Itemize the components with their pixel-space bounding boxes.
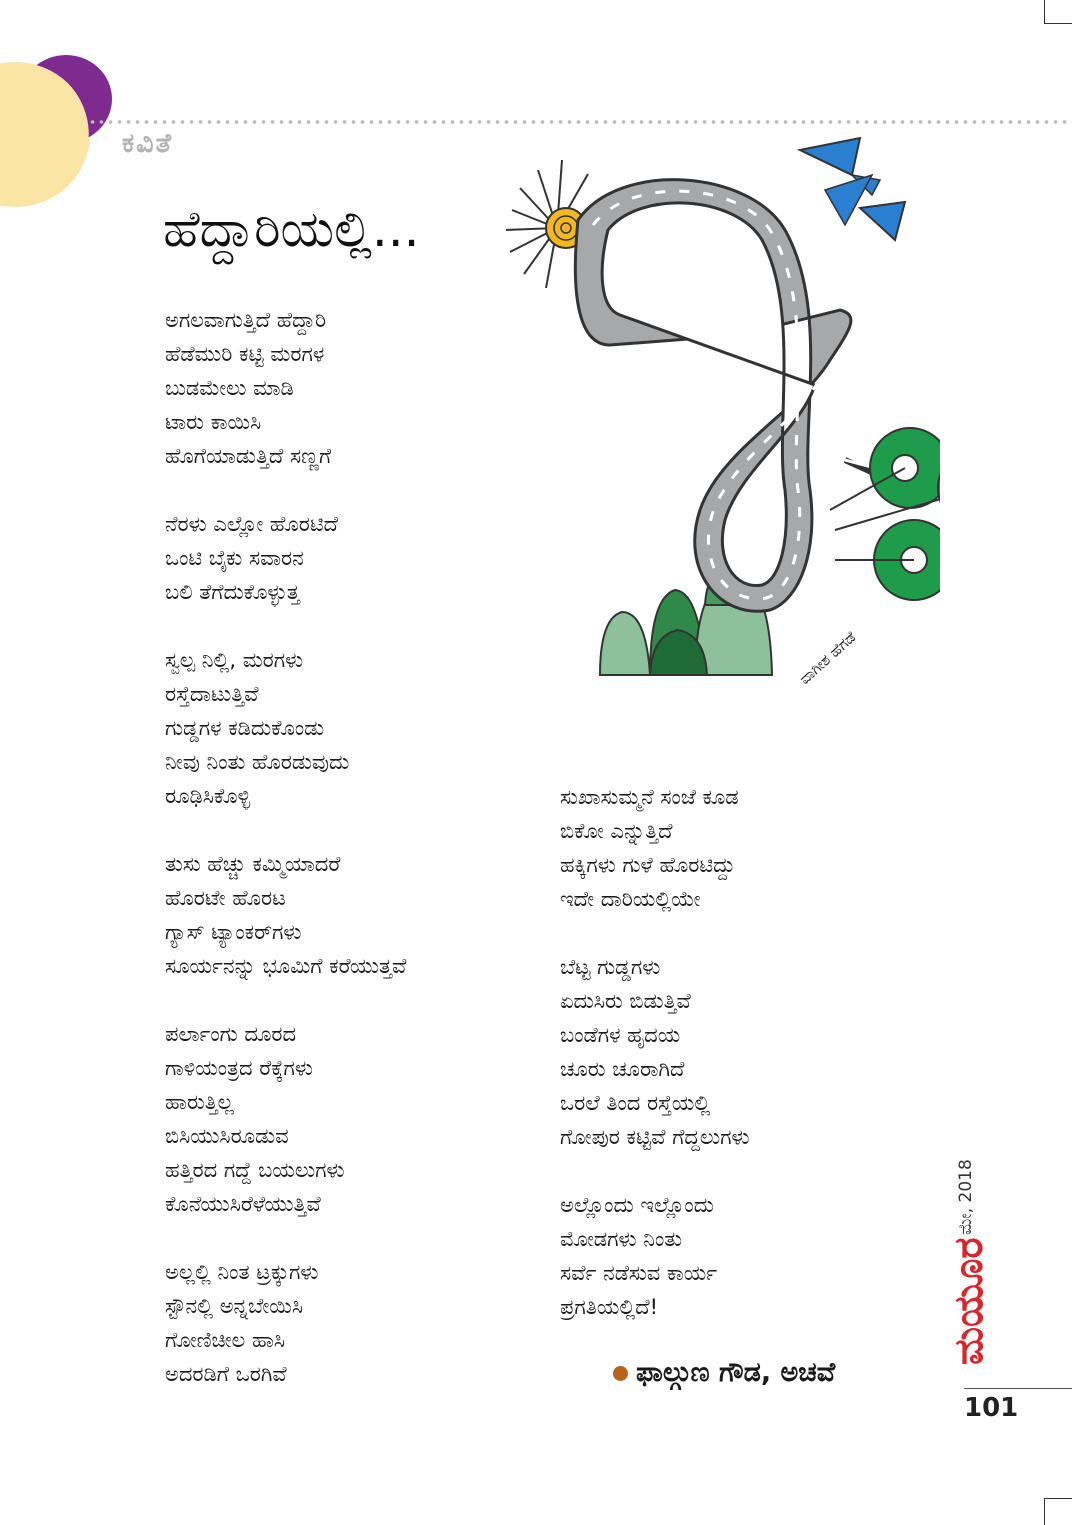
poem-stanza <box>165 847 545 983</box>
poem-line: ಬಂಡೆಗಳ ಹೃದಯ <box>560 1023 681 1047</box>
poem-right-column <box>560 780 940 1358</box>
road-illustration <box>500 130 940 700</box>
crop-mark-bottom-v <box>1044 1498 1045 1525</box>
author-name: ಫಾಲ್ಗುಣ ಗೌಡ, ಅಚವೆ <box>636 1357 836 1388</box>
crop-mark-bottom-h <box>1044 1498 1072 1499</box>
poem-line: ಕೊನೆಯುಸಿರೆಳೆಯುತ್ತಿವೆ <box>165 1192 321 1216</box>
page-number: 101 <box>964 1393 1019 1423</box>
poem-line: ಪ್ರಗತಿಯಲ್ಲಿದೆ! <box>560 1295 659 1319</box>
poem-line: ಗೋಪುರ ಕಟ್ಟಿವೆ ಗೆದ್ದಲುಗಳು <box>560 1125 750 1149</box>
poem-line: ತುಸು ಹೆಚ್ಚು ಕಮ್ಮಿಯಾದರೆ <box>165 852 341 876</box>
poem-line: ಗಾಳಿಯಂತ್ರದ ರೆಕ್ಕೆಗಳು <box>165 1056 313 1080</box>
poem-left-column <box>165 303 545 1425</box>
poem-line: ಗ್ಯಾಸ್ ಟ್ಯಾಂಕರ್‌ಗಳು <box>165 920 302 944</box>
poem-stanza <box>165 643 545 813</box>
poem-stanza <box>165 1017 545 1221</box>
poem-line: ಏದುಸಿರು ಬಿಡುತ್ತಿವೆ <box>560 989 691 1013</box>
poem-line: ರೂಢಿಸಿಕೊಳ್ಳಿ <box>165 784 251 808</box>
poem-line: ಸರ್ವೆ ನಡೆಸುವ ಕಾರ್ಯ <box>560 1261 718 1285</box>
poem-line: ಚೂರು ಚೂರಾಗಿದೆ <box>560 1057 685 1081</box>
trees <box>830 428 940 600</box>
poem-line: ಹೊಗೆಯಾಡುತ್ತಿದೆ ಸಣ್ಣಗೆ <box>165 444 332 468</box>
poem-stanza <box>165 1255 545 1391</box>
poem-line: ಸುಖಾಸುಮ್ಮನೆ ಸಂಜೆ ಕೂಡ <box>560 785 739 809</box>
poem-line: ಸ್ಟೌನಲ್ಲಿ ಅನ್ನಬೇಯಿಸಿ <box>165 1294 303 1318</box>
poem-line: ಬೆಟ್ಟ ಗುಡ್ಡಗಳು <box>560 955 661 979</box>
poem-line: ರಸ್ತೆದಾಟುತ್ತಿವೆ <box>165 682 259 706</box>
poem-line: ಅಲ್ಲೊಂದು ಇಲ್ಲೊಂದು <box>560 1193 714 1217</box>
poem-stanza <box>165 507 545 609</box>
poem-line: ನೆರಳು ಎಲ್ಲೋ ಹೊರಟಿದೆ <box>165 512 338 536</box>
poem-line: ಬಿಸಿಯುಸಿರೂಡುವ <box>165 1124 289 1148</box>
poem-line: ಅದರಡಿಗೆ ಒರಗಿವೆ <box>165 1362 287 1386</box>
author-credit <box>613 1357 835 1389</box>
poem-line: ಸೂರ್ಯನನ್ನು ಭೂಮಿಗೆ ಕರೆಯುತ್ತವೆ <box>165 954 407 978</box>
poem-line: ಬಿಕೋ ಎನ್ನುತ್ತಿದೆ <box>560 819 673 843</box>
crop-mark-top-v <box>1044 0 1045 24</box>
poem-line: ಇದೇ ದಾರಿಯಲ್ಲಿಯೇ <box>560 887 701 911</box>
poem-line: ಮೋಡಗಳು ನಿಂತು <box>560 1227 683 1251</box>
poem-line: ಹೊರಟೇ ಹೊರಟ <box>165 886 286 910</box>
poem-title: ಹೆದ್ದಾರಿಯಲ್ಲಿ... <box>163 200 420 258</box>
magazine-name: ಮಯೂರ <box>946 1237 992 1365</box>
poem-line: ಹಕ್ಕಿಗಳು ಗುಳೆ ಹೊರಟಿದ್ದು <box>560 853 736 877</box>
poem-line: ಹಾರುತ್ತಿಲ್ಲ <box>165 1090 234 1114</box>
poem-line: ಸ್ವಲ್ಪ ನಿಲ್ಲಿ, ಮರಗಳು <box>165 648 304 672</box>
poem-line: ಅಗಲವಾಗುತ್ತಿದೆ ಹೆದ್ದಾರಿ <box>165 308 327 332</box>
poem-line: ಗೋಣಿಚೀಲ ಹಾಸಿ <box>165 1328 286 1352</box>
dotted-header-rule <box>88 119 1072 125</box>
poem-line: ಹತ್ತಿರದ ಗದ್ದೆ ಬಯಲುಗಳು <box>165 1158 345 1182</box>
poem-line: ಬುಡಮೇಲು ಮಾಡಿ <box>165 376 294 400</box>
winding-road <box>575 180 851 612</box>
bullet-icon <box>613 1366 628 1381</box>
poem-line: ಹೆಡೆಮುರಿ ಕಟ್ಟಿ ಮರಗಳ <box>165 342 325 366</box>
poem-line: ಅಲ್ಲಲ್ಲಿ ನಿಂತ ಟ್ರಕ್ಕುಗಳು <box>165 1260 319 1284</box>
poem-line: ಬಲಿ ತೆಗೆದುಕೊಳ್ಳುತ್ತ <box>165 580 300 604</box>
poem-line: ಗುಡ್ಡಗಳ ಕಡಿದುಕೊಂಡು <box>165 716 325 740</box>
artist-signature: ವಾಗೀಶ ಹೆಗಡೆ <box>795 627 860 688</box>
poem-line: ಟಾರು ಕಾಯಿಸಿ <box>165 410 262 434</box>
poem-stanza <box>560 780 940 916</box>
poem-line: ಪರ್ಲಾಂಗು ದೂರದ <box>165 1022 297 1046</box>
poem-line: ಒರಲೆ ತಿಂದ ರಸ್ತೆಯಲ್ಲಿ <box>560 1091 711 1115</box>
section-label: ಕವಿತೆ <box>122 128 173 159</box>
poem-stanza <box>560 1188 940 1324</box>
page-number-rule <box>964 1388 1072 1389</box>
crop-mark-top-h <box>1044 23 1072 24</box>
poem-line: ಒಂಟಿ ಬೈಕು ಸವಾರನ <box>165 546 304 570</box>
poem-stanza <box>165 303 545 473</box>
issue-date: ಮೇ, 2018 <box>956 1159 976 1235</box>
poem-stanza <box>560 950 940 1154</box>
birds-icon <box>800 138 905 240</box>
poem-line: ನೀವು ನಿಂತು ಹೊರಡುವುದು <box>165 750 350 774</box>
